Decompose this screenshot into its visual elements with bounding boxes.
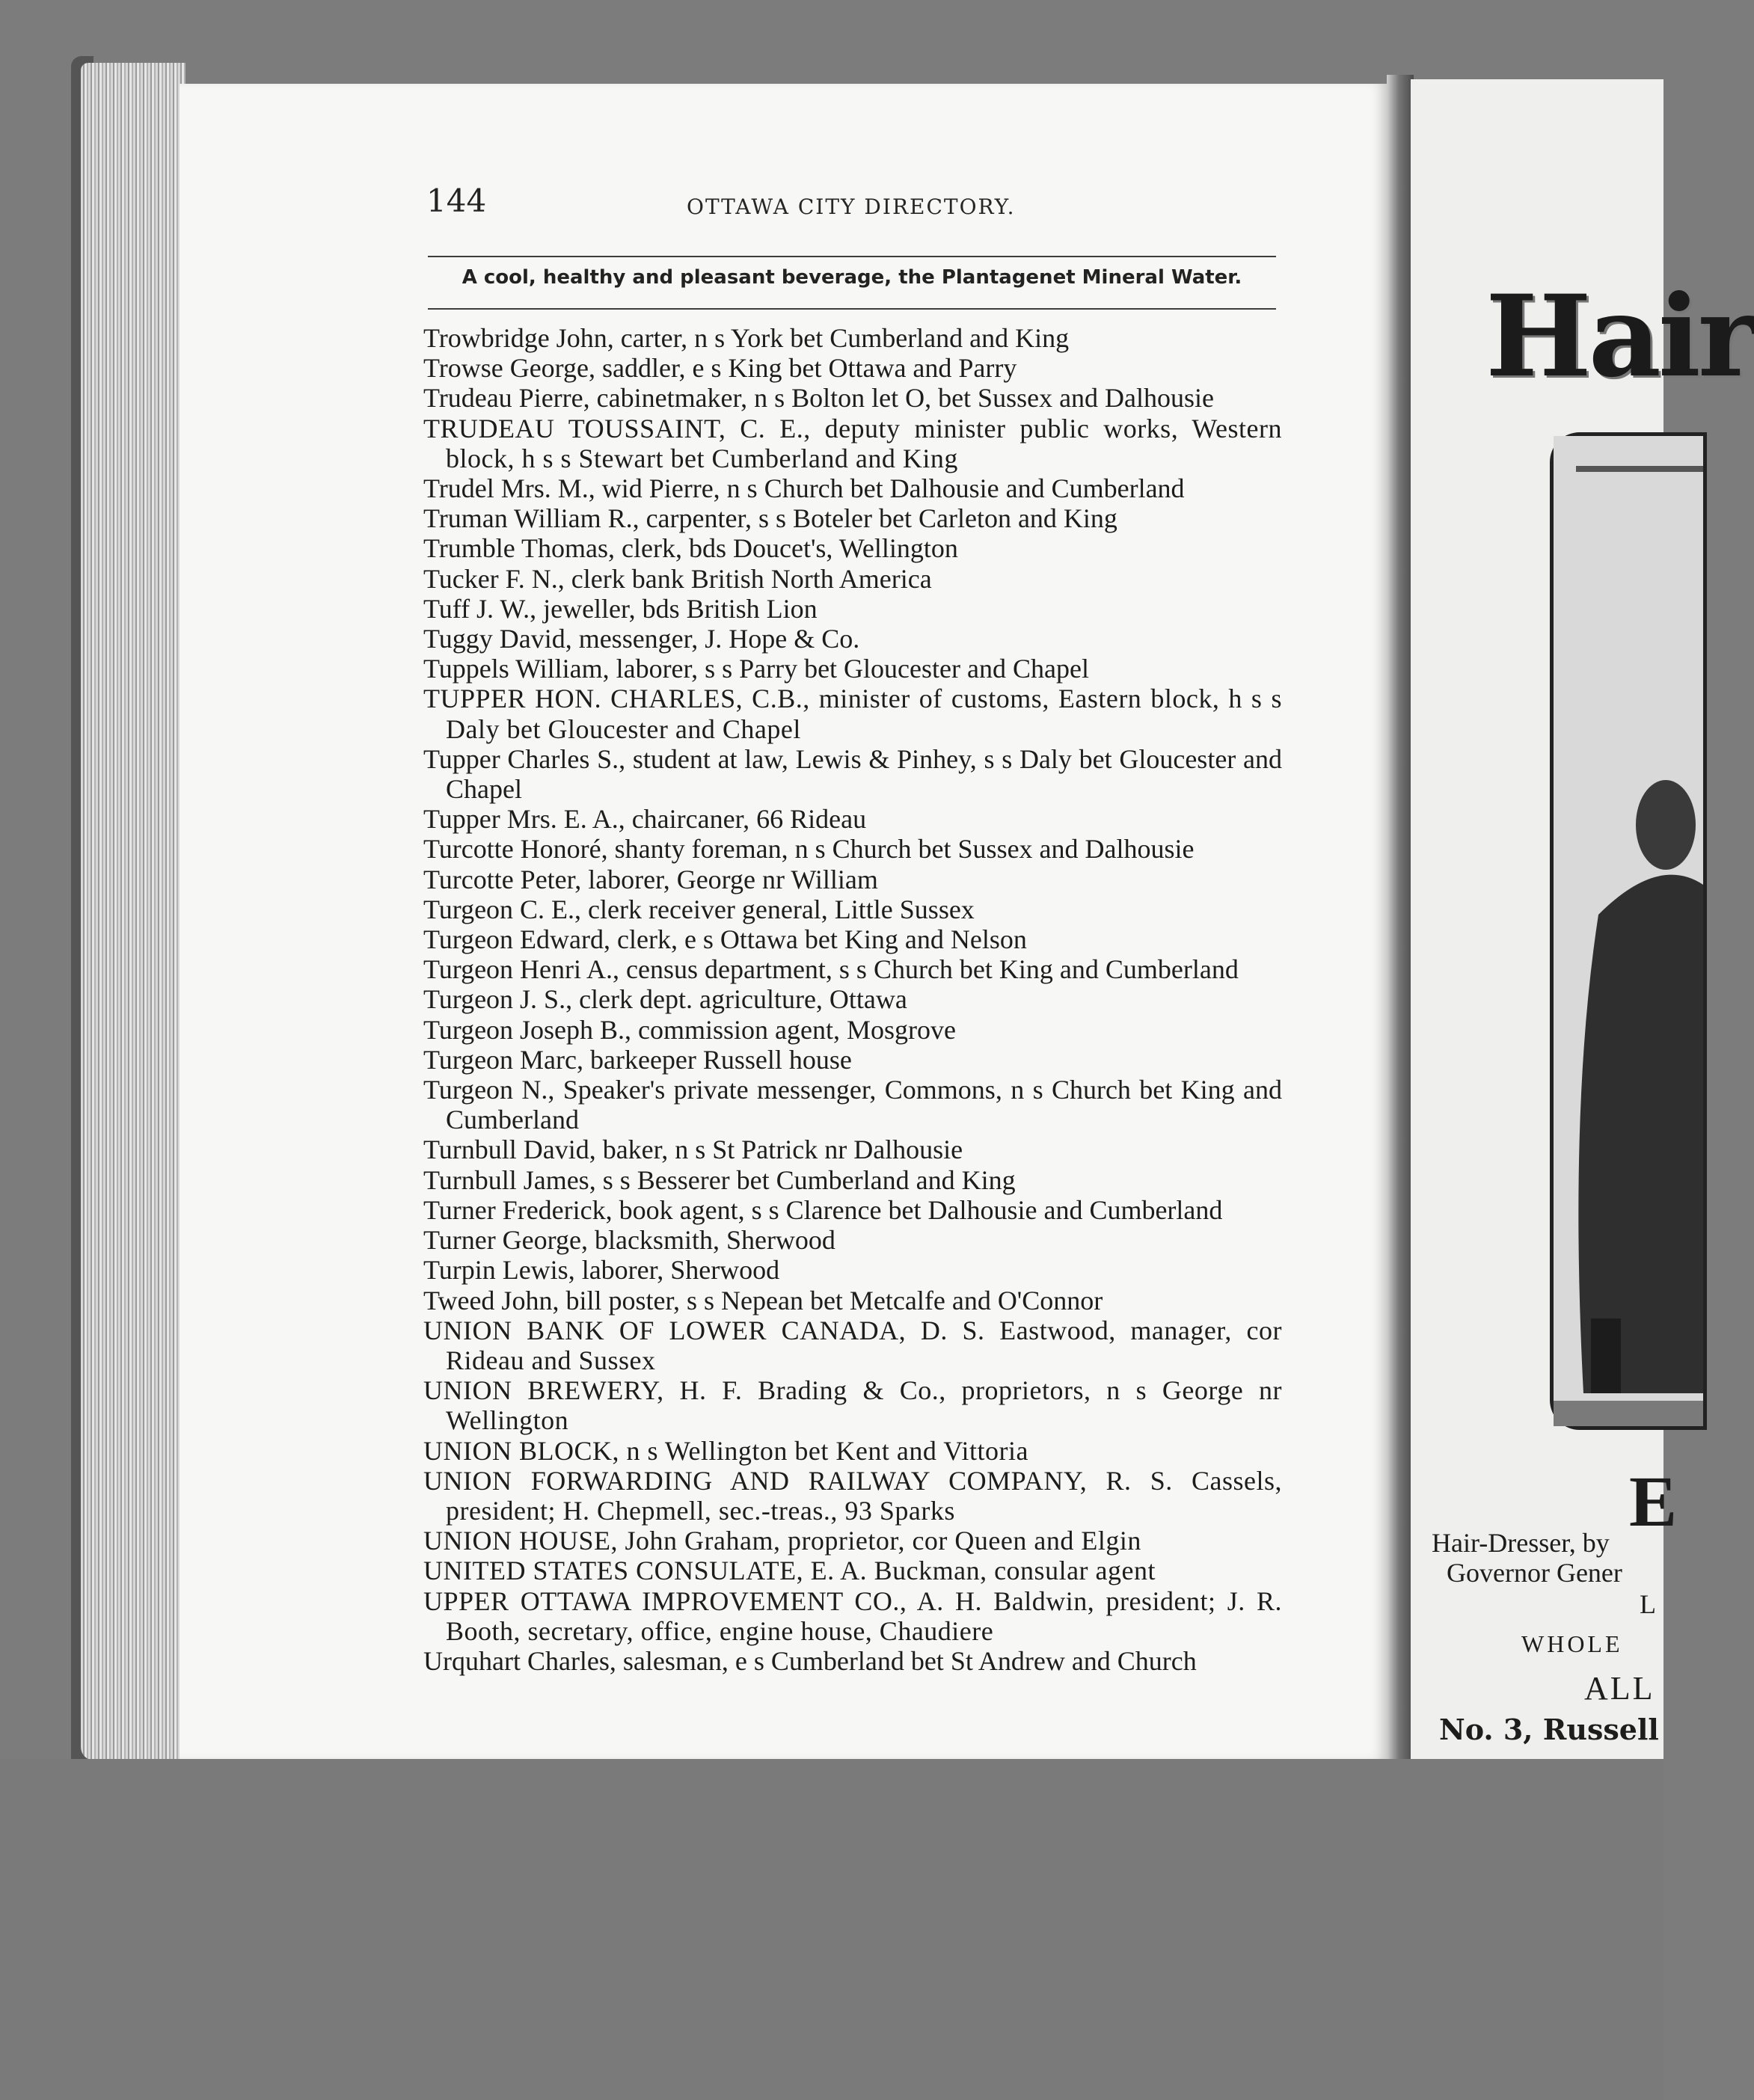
running-title: OTTAWA CITY DIRECTORY.: [687, 194, 1016, 219]
directory-entry: Tucker F. N., clerk bank British North America: [423, 563, 932, 594]
advert-portrait-engraving: [1550, 432, 1707, 1430]
advert-title: Hair: [1485, 271, 1754, 402]
directory-entry: Trumble Thomas, clerk, bds Doucet's, Wellington: [423, 533, 958, 564]
directory-entry: Turner Frederick, book agent, s s Clarence bet Dalhousie and Cumberland: [423, 1194, 1223, 1225]
directory-entry: Tuggy David, messenger, J. Hope & Co.: [423, 624, 860, 654]
advert-line-6: No. 3, Russell: [1439, 1713, 1659, 1746]
directory-entry: UNION BREWERY, H. F. Brading & Co., proprietors, n s George nr Wellington: [423, 1375, 1282, 1436]
portrait-figure-icon: [1554, 436, 1703, 1426]
directory-entry: Trowse George, saddler, e s King bet Ottawa and Parry: [423, 353, 1017, 384]
scan-background: [0, 1759, 1663, 2100]
directory-entry: Truman William R., carpenter, s s Boteler bet Carleton and King: [423, 503, 1117, 534]
advert-line-2: Governor Gener: [1447, 1558, 1622, 1588]
directory-entry: Turner George, blacksmith, Sherwood: [423, 1225, 835, 1256]
directory-entry: Turgeon N., Speaker's private messenger, Commons, n s Church bet King and Cumberland: [423, 1075, 1282, 1135]
directory-entry: Turnbull James, s s Besserer bet Cumberland and King: [423, 1164, 1016, 1195]
directory-entry: UNITED STATES CONSULATE, E. A. Buckman, consular agent: [423, 1556, 1156, 1586]
directory-entry: TUPPER HON. CHARLES, C.B., minister of customs, Eastern block, h s s Daly bet Gloucester and Chapel: [423, 684, 1282, 744]
page-number: 144: [426, 182, 487, 219]
directory-entry: UNION BLOCK, n s Wellington bet Kent and Vittoria: [423, 1435, 1029, 1466]
directory-entry: Tuppels William, laborer, s s Parry bet Gloucester and Chapel: [423, 654, 1089, 684]
directory-entry: UPPER OTTAWA IMPROVEMENT CO., A. H. Baldwin, president; J. R. Booth, secretary, office, engine house, Chaudiere: [423, 1585, 1282, 1646]
advert-initial: E: [1629, 1461, 1678, 1541]
directory-entry: Turgeon C. E., clerk receiver general, Little Sussex: [423, 894, 975, 924]
directory-entry: Turcotte Honoré, shanty foreman, n s Church bet Sussex and Dalhousie: [423, 834, 1195, 865]
directory-entry: Trudeau Pierre, cabinetmaker, n s Bolton let O, bet Sussex and Dalhousie: [423, 383, 1215, 414]
directory-entry: UNION BANK OF LOWER CANADA, D. S. Eastwood, manager, cor Rideau and Sussex: [423, 1315, 1282, 1375]
directory-entry: Trowbridge John, carter, n s York bet Cumberland and King: [423, 323, 1070, 353]
advert-line-5: ALL: [1584, 1670, 1655, 1707]
directory-entry: TRUDEAU TOUSSAINT, C. E., deputy minister public works, Western block, h s s Stewart bet Cumberland and King: [423, 413, 1282, 473]
directory-entry: Turnbull David, baker, n s St Patrick nr Dalhousie: [423, 1135, 963, 1165]
directory-entry: Turgeon Henri A., census department, s s Church bet King and Cumberland: [423, 954, 1239, 985]
directory-entry: Tupper Mrs. E. A., chaircaner, 66 Rideau: [423, 804, 867, 835]
page-fore-edge: [81, 63, 185, 1760]
directory-entry: Tuff J. W., jeweller, bds British Lion: [423, 593, 818, 624]
advert-line-3: L: [1640, 1589, 1656, 1619]
header-rule-top: [428, 256, 1276, 257]
directory-entry: Urquhart Charles, salesman, e s Cumberland bet St Andrew and Church: [423, 1645, 1197, 1676]
directory-entries: [423, 323, 1282, 1676]
header-rule-bottom: [428, 308, 1276, 310]
directory-entry: Turgeon Joseph B., commission agent, Mosgrove: [423, 1014, 957, 1045]
directory-entry: Turcotte Peter, laborer, George nr William: [423, 864, 878, 894]
directory-entry: Tupper Charles S., student at law, Lewis & Pinhey, s s Daly bet Gloucester and Chapel: [423, 743, 1282, 805]
directory-entry: UNION FORWARDING AND RAILWAY COMPANY, R. S. Cassels, president; H. Chepmell, sec.-treas., 93 Sparks: [423, 1465, 1282, 1526]
book-gutter: [1387, 75, 1414, 1763]
directory-entry: UNION HOUSE, John Graham, proprietor, cor Queen and Elgin: [423, 1526, 1141, 1556]
advert-line-1: Hair-Dresser, by: [1432, 1528, 1610, 1558]
directory-entry: Tweed John, bill poster, s s Nepean bet Metcalfe and O'Connor: [423, 1285, 1103, 1315]
advert-line-4: WHOLE: [1521, 1630, 1623, 1657]
directory-entry: Turpin Lewis, laborer, Sherwood: [423, 1255, 780, 1286]
directory-entry: Turgeon J. S., clerk dept. agriculture, Ottawa: [423, 984, 907, 1015]
directory-entry: Turgeon Marc, barkeeper Russell house: [423, 1044, 852, 1075]
directory-entry: Trudel Mrs. M., wid Pierre, n s Church bet Dalhousie and Cumberland: [423, 473, 1185, 504]
advertising-banner: A cool, healthy and pleasant beverage, the Plantagenet Mineral Water.: [462, 266, 1242, 289]
directory-entry: Turgeon Edward, clerk, e s Ottawa bet King and Nelson: [423, 924, 1027, 955]
